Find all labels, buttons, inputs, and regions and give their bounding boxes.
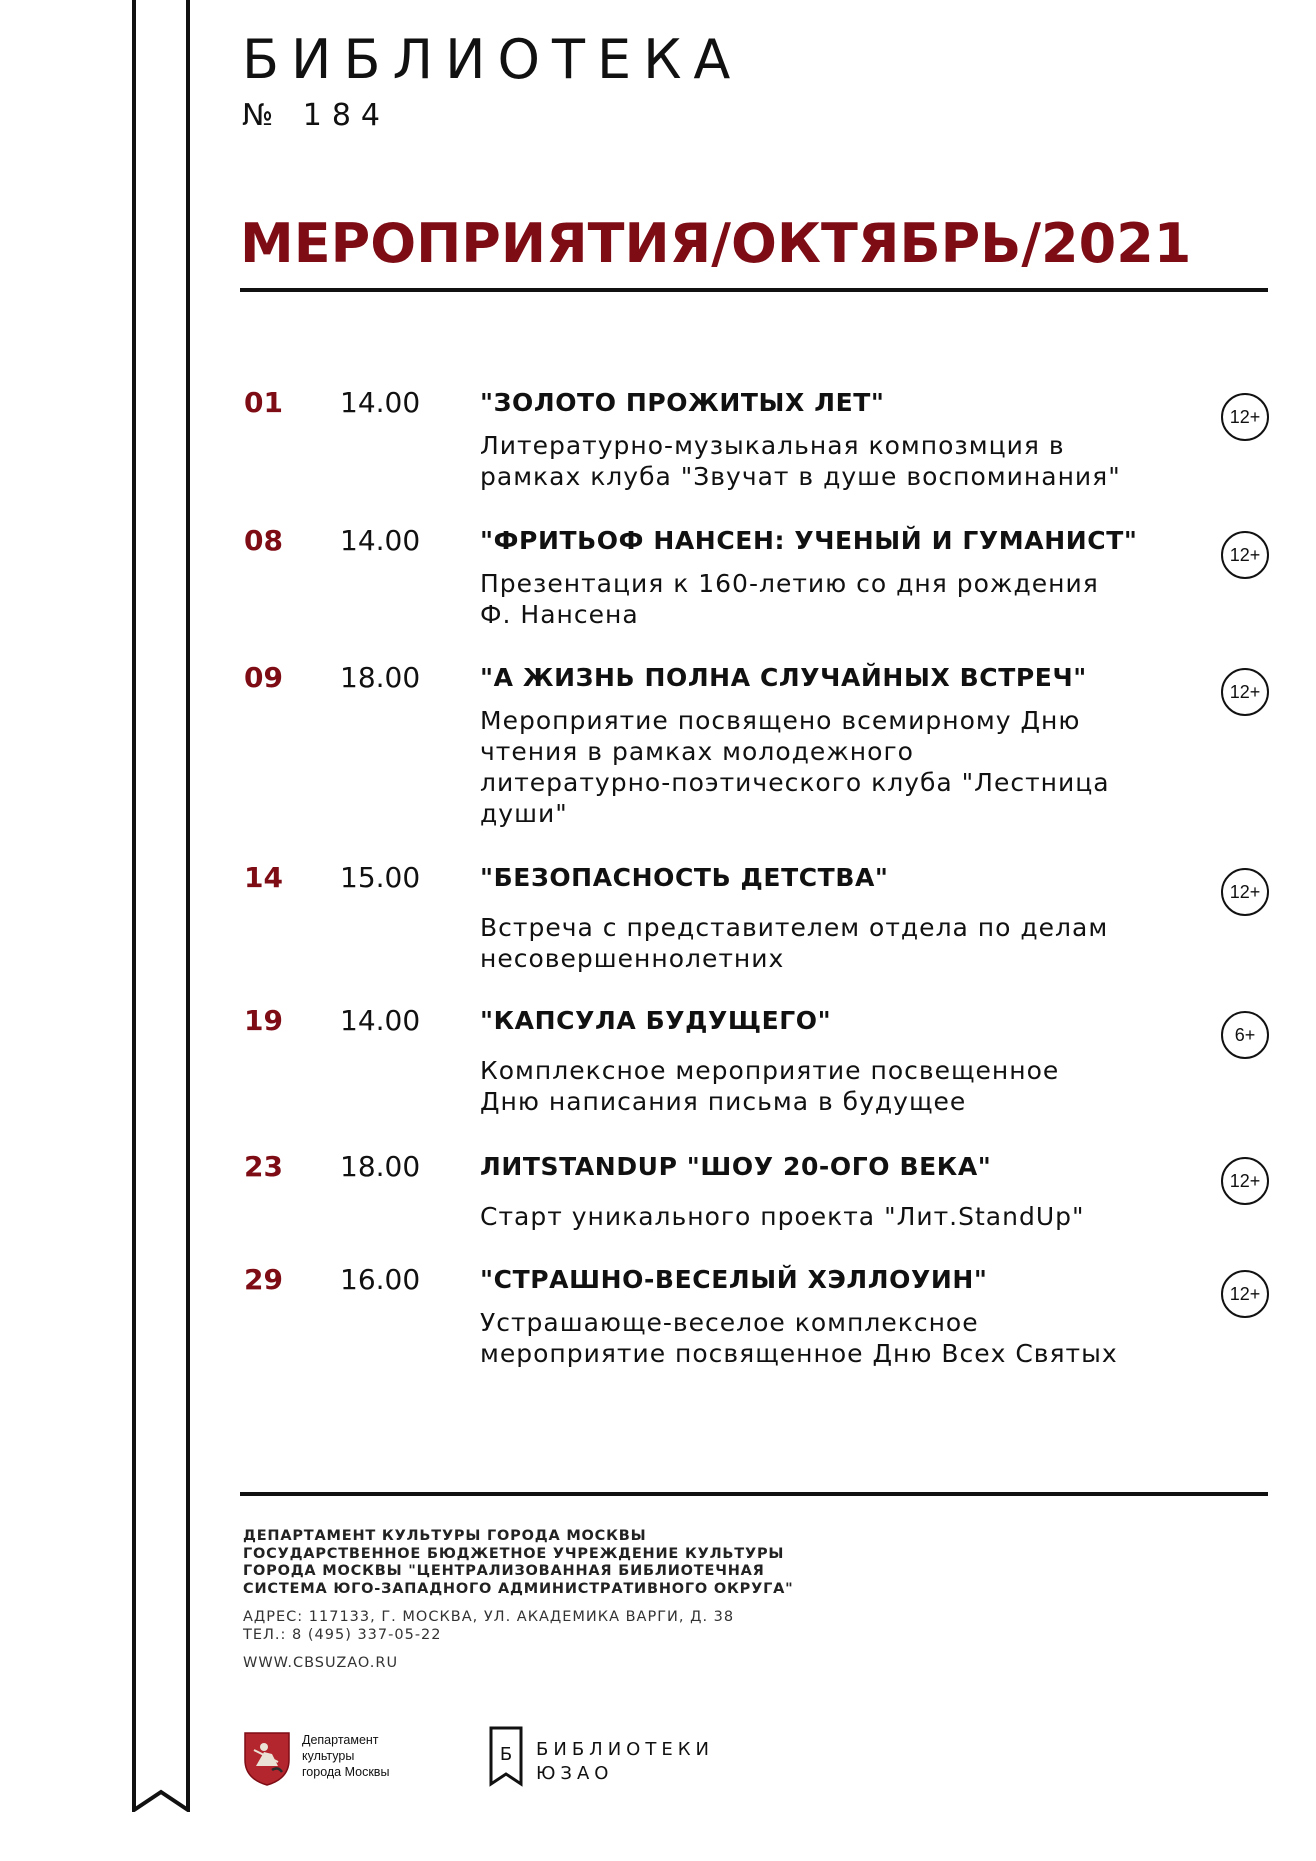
event-description-line: Литературно-музыкальная композмция в (480, 431, 1065, 460)
event-day: 14 (244, 861, 283, 894)
organization-line: ГОСУДАРСТВЕННОЕ БЮДЖЕТНОЕ УЧРЕЖДЕНИЕ КУЛЬТУРЫ (243, 1545, 785, 1562)
event-description (480, 1307, 1260, 1369)
organization-line: ДЕПАРТАМЕНТ КУЛЬТУРЫ ГОРОДА МОСКВЫ (243, 1528, 647, 1544)
event-description (480, 705, 1260, 829)
age-rating-badge: 12+ (1221, 531, 1269, 579)
phone-text: ТЕЛ.: 8 (495) 337-05-22 (243, 1626, 442, 1643)
event-description-line: Устрашающе-веселое комплексное (480, 1308, 979, 1337)
event-title: "ФРИТЬОФ НАНСЕН: УЧЕНЫЙ И ГУМАНИСТ" (480, 526, 1138, 555)
event-day: 09 (244, 661, 283, 694)
address-text: АДРЕС: 117133, Г. МОСКВА, УЛ. АКАДЕМИКА ВАРГИ, Д. 38 (243, 1609, 735, 1625)
event-description-line: мероприятие посвященное Дню Всех Святых (480, 1339, 1118, 1368)
event-title: "БЕЗОПАСНОСТЬ ДЕТСТВА" (480, 863, 889, 892)
organization-line: ГОРОДА МОСКВЫ "ЦЕНТРАЛИЗОВАННАЯ БИБЛИОТЕЧНАЯ (243, 1563, 765, 1579)
event-description-line: рамках клуба "Звучат в душе воспоминания" (480, 462, 1121, 491)
event-day: 01 (244, 386, 283, 419)
event-description (480, 1201, 1260, 1232)
department-logo-line: города Москвы (302, 1765, 390, 1779)
event-description-line: Старт уникального проекта "Лит.StandUp" (480, 1202, 1085, 1231)
bookmark-logo-icon (488, 1726, 524, 1788)
contact-block (243, 1609, 734, 1644)
website-link[interactable]: WWW.CBSUZAO.RU (243, 1655, 399, 1671)
event-description-line: Встреча с представителем отдела по делам (480, 913, 1109, 942)
event-time: 16.00 (340, 1263, 421, 1296)
age-rating-badge: 12+ (1221, 868, 1269, 916)
event-day: 08 (244, 524, 283, 557)
age-rating-badge: 6+ (1221, 1011, 1269, 1059)
moscow-coat-of-arms-icon (242, 1730, 292, 1786)
event-description-line: Комплексное мероприятие посвещенное (480, 1056, 1060, 1085)
event-day: 19 (244, 1004, 283, 1037)
age-rating-badge: 12+ (1221, 668, 1269, 716)
event-title: "КАПСУЛА БУДУЩЕГО" (480, 1006, 832, 1035)
event-title: "СТРАШНО-ВЕСЕЛЫЙ ХЭЛЛОУИН" (480, 1265, 988, 1294)
bookmark-ribbon-icon (132, 0, 190, 1812)
event-time: 14.00 (340, 524, 421, 557)
department-logo-line: культуры (302, 1749, 355, 1763)
event-description-line: души" (480, 799, 568, 828)
organization-name (243, 1528, 943, 1598)
event-description (480, 1055, 1260, 1117)
libraries-logo-line: БИБЛИОТЕКИ (536, 1739, 714, 1760)
event-day: 23 (244, 1150, 283, 1183)
library-number: № 184 (242, 98, 390, 133)
organization-line: СИСТЕМА ЮГО-ЗАПАДНОГО АДМИНИСТРАТИВНОГО ОКРУГА" (243, 1580, 794, 1597)
heading-divider (240, 288, 1268, 292)
department-logo-text (302, 1732, 389, 1780)
event-time: 15.00 (340, 861, 421, 894)
library-title: БИБЛИОТЕКА (242, 28, 743, 91)
department-logo-line: Департамент (302, 1733, 379, 1747)
event-title: "А ЖИЗНЬ ПОЛНА СЛУЧАЙНЫХ ВСТРЕЧ" (480, 663, 1087, 692)
age-rating-badge: 12+ (1221, 1157, 1269, 1205)
event-description-line: литературно-поэтического клуба "Лестница (480, 768, 1110, 797)
age-rating-badge: 12+ (1221, 1270, 1269, 1318)
footer-divider (240, 1492, 1268, 1496)
event-title: "ЗОЛОТО ПРОЖИТЫХ ЛЕТ" (480, 388, 885, 417)
event-description-line: несовершеннолетних (480, 944, 785, 973)
age-rating-badge: 12+ (1221, 393, 1269, 441)
event-time: 18.00 (340, 661, 421, 694)
event-time: 18.00 (340, 1150, 421, 1183)
event-description-line: Мероприятие посвящено всемирному Дню (480, 706, 1081, 735)
event-description (480, 568, 1260, 630)
event-description-line: чтения в рамках молодежного (480, 737, 914, 766)
page-heading: МЕРОПРИЯТИЯ/ОКТЯБРЬ/2021 (240, 212, 1192, 275)
event-title: ЛИТSTANDUP "ШОУ 20-ОГО ВЕКА" (480, 1152, 992, 1181)
libraries-logo-text (536, 1738, 714, 1786)
event-description-line: Дню написания письма в будущее (480, 1087, 967, 1116)
event-description-line: Ф. Нансена (480, 600, 639, 629)
event-time: 14.00 (340, 1004, 421, 1037)
event-description (480, 430, 1260, 492)
event-time: 14.00 (340, 386, 421, 419)
libraries-logo-line: ЮЗАО (536, 1763, 614, 1784)
bookmark-logo-letter: Б (499, 1744, 513, 1765)
event-day: 29 (244, 1263, 283, 1296)
event-description-line: Презентация к 160-летию со дня рождения (480, 569, 1099, 598)
event-description (480, 912, 1260, 974)
